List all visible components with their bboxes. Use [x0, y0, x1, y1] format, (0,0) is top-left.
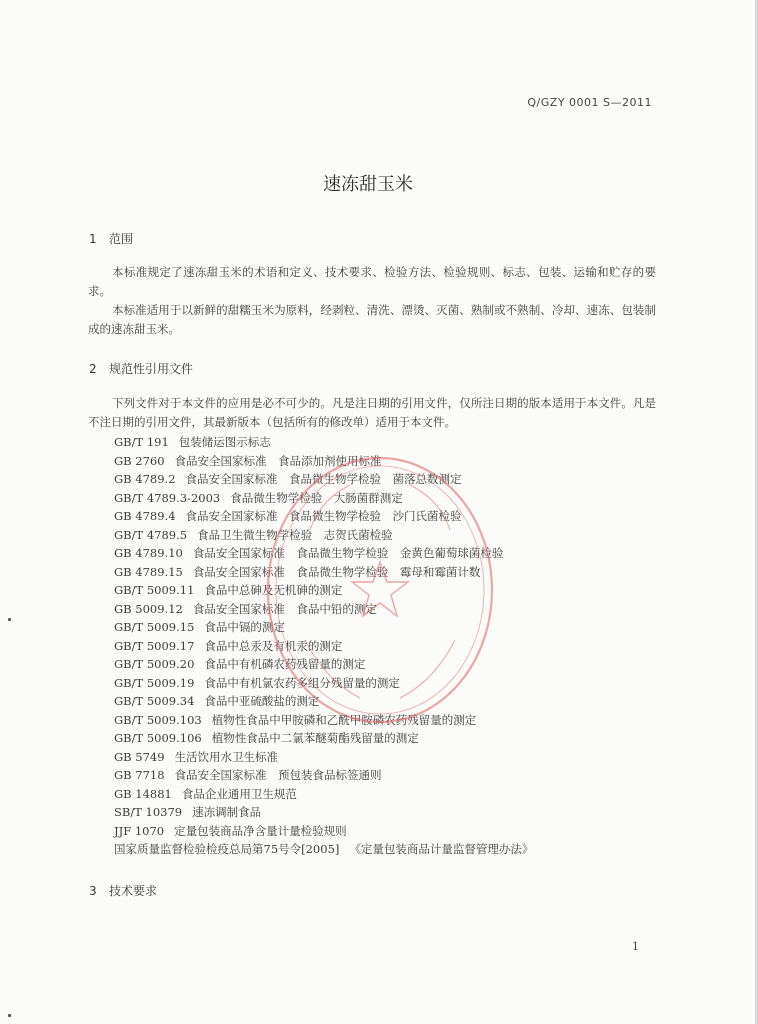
- reference-item: [114, 563, 674, 582]
- reference-title: 食品安全国家标准 预包装食品标签通则: [174, 768, 382, 782]
- reference-list: [114, 433, 674, 859]
- reference-item: [114, 674, 674, 693]
- reference-code: GB 4789.2: [114, 472, 176, 486]
- reference-item: [114, 822, 674, 841]
- scan-speck: [8, 1014, 11, 1017]
- reference-title: 食品卫生微生物学检验 志贺氏菌检验: [197, 527, 393, 542]
- paragraph: 本标准规定了速冻甜玉米的术语和定义、技术要求、检验方法、检验规则、标志、包装、运输和贮存的要求。: [88, 265, 656, 298]
- scope-paragraphs: [88, 263, 656, 339]
- reference-item: [114, 803, 674, 822]
- reference-code: GB 14881: [114, 786, 172, 801]
- reference-code: GB/T 5009.19: [114, 675, 195, 690]
- reference-code: GB/T 5009.34: [114, 694, 195, 708]
- reference-code: GB/T 5009.20: [114, 657, 195, 671]
- reference-item: [114, 618, 674, 637]
- reference-item: [114, 766, 674, 785]
- reference-item: [114, 507, 674, 526]
- reference-item: [114, 748, 674, 767]
- reference-title: 食品安全国家标准 食品添加剂使用标准: [174, 453, 382, 468]
- paragraph: 本标准适用于以新鲜的甜糯玉米为原料，经剥粒、清洗、漂烫、灭菌、熟制或不熟制、冷却、速冻、包装制成的速冻甜玉米。: [88, 303, 656, 336]
- reference-item: [114, 544, 674, 563]
- reference-title: 食品中总砷及无机砷的测定: [204, 583, 343, 597]
- reference-title: 食品中总汞及有机汞的测定: [204, 638, 343, 653]
- reference-title: 食品中亚硫酸盐的测定: [204, 694, 320, 708]
- reference-title: 食品中有机磷农药残留量的测定: [204, 657, 366, 671]
- reference-code: JJF 1070: [114, 823, 165, 838]
- section-number: 1: [89, 232, 97, 246]
- reference-code: SB/T 10379: [114, 805, 183, 819]
- section-title: 技术要求: [109, 884, 158, 898]
- reference-title: 食品安全国家标准 食品中铅的测定: [192, 601, 377, 616]
- scan-speck: [8, 618, 11, 621]
- reference-code: GB/T 191: [114, 435, 169, 449]
- reference-item: [114, 840, 674, 859]
- reference-item: [114, 600, 674, 619]
- reference-title: 食品安全国家标准 食品微生物学检验 菌落总数测定: [185, 472, 462, 486]
- reference-item: [114, 581, 674, 600]
- reference-title: 食品安全国家标准 食品微生物学检验 霉母和霉菌计数: [192, 564, 481, 579]
- reference-title: 食品中有机氯农药多组分残留量的测定: [204, 675, 400, 690]
- reference-item: [114, 692, 674, 711]
- reference-item: [114, 729, 674, 748]
- reference-code: GB 2760: [114, 453, 165, 468]
- reference-title: 植物性食品中甲胺磷和乙酰甲胺磷农药残留量的测定: [211, 712, 477, 727]
- reference-title: 植物性食品中二氯苯醚菊酯残留量的测定: [211, 731, 419, 745]
- reference-code: GB 7718: [114, 768, 165, 782]
- reference-code: GB/T 5009.106: [114, 731, 202, 745]
- reference-title: 速冻调制食品: [192, 805, 262, 819]
- reference-code: GB 4789.4: [114, 509, 176, 523]
- reference-title: 包装储运图示标志: [178, 435, 271, 449]
- reference-title: 食品安全国家标准 食品微生物学检验 沙门氏菌检验: [185, 509, 462, 523]
- reference-code: GB/T 4789.5: [114, 527, 188, 542]
- reference-code: GB 4789.10: [114, 546, 183, 560]
- references-intro: [88, 394, 656, 432]
- standard-code: Q/GZY 0001 S—2011: [527, 96, 652, 109]
- reference-code: GB/T 5009.103: [114, 712, 202, 727]
- page-number: 1: [632, 940, 639, 953]
- section-heading-scope: [89, 230, 133, 247]
- section-number: 3: [89, 884, 97, 898]
- reference-code: GB/T 5009.15: [114, 620, 195, 634]
- reference-title: 《定量包装商品计量监督管理办法》: [349, 842, 534, 856]
- section-number: 2: [89, 362, 97, 376]
- reference-item: [114, 489, 674, 508]
- reference-item: [114, 526, 674, 545]
- reference-item: [114, 433, 674, 452]
- reference-code: GB/T 5009.11: [114, 583, 195, 597]
- reference-title: 食品安全国家标准 食品微生物学检验 金黄色葡萄球菌检验: [192, 546, 504, 560]
- section-title: 范围: [109, 232, 134, 246]
- reference-item: [114, 785, 674, 804]
- paragraph: 下列文件对于本文件的应用是必不可少的。凡是注日期的引用文件，仅所注日期的版本适用于本文件。凡是不注日期的引用文件，其最新版本（包括所有的修改单）适用于本文件。: [88, 396, 656, 429]
- section-heading-technical-requirements: [89, 882, 157, 899]
- reference-title: 生活饮用水卫生标准: [174, 749, 279, 764]
- reference-item: [114, 452, 674, 471]
- reference-code: GB 4789.15: [114, 564, 183, 579]
- reference-item: [114, 470, 674, 489]
- reference-code: GB/T 5009.17: [114, 638, 195, 653]
- reference-code: GB 5009.12: [114, 601, 183, 616]
- section-heading-references: [89, 360, 193, 377]
- reference-item: [114, 711, 674, 730]
- reference-title: 食品企业通用卫生规范: [181, 786, 297, 801]
- reference-code: GB/T 4789.3-2003: [114, 490, 221, 505]
- section-title: 规范性引用文件: [109, 362, 194, 376]
- reference-code: GB 5749: [114, 749, 165, 764]
- reference-title: 食品微生物学检验 大肠菌群测定: [230, 490, 403, 505]
- reference-title: 定量包装商品净含量计量检验规则: [174, 823, 347, 838]
- reference-title: 食品中镉的测定: [204, 620, 285, 634]
- reference-item: [114, 637, 674, 656]
- page-title: 速冻甜玉米: [323, 174, 413, 195]
- reference-code: 国家质量监督检验检疫总局第75号令[2005]: [114, 842, 340, 856]
- reference-item: [114, 655, 674, 674]
